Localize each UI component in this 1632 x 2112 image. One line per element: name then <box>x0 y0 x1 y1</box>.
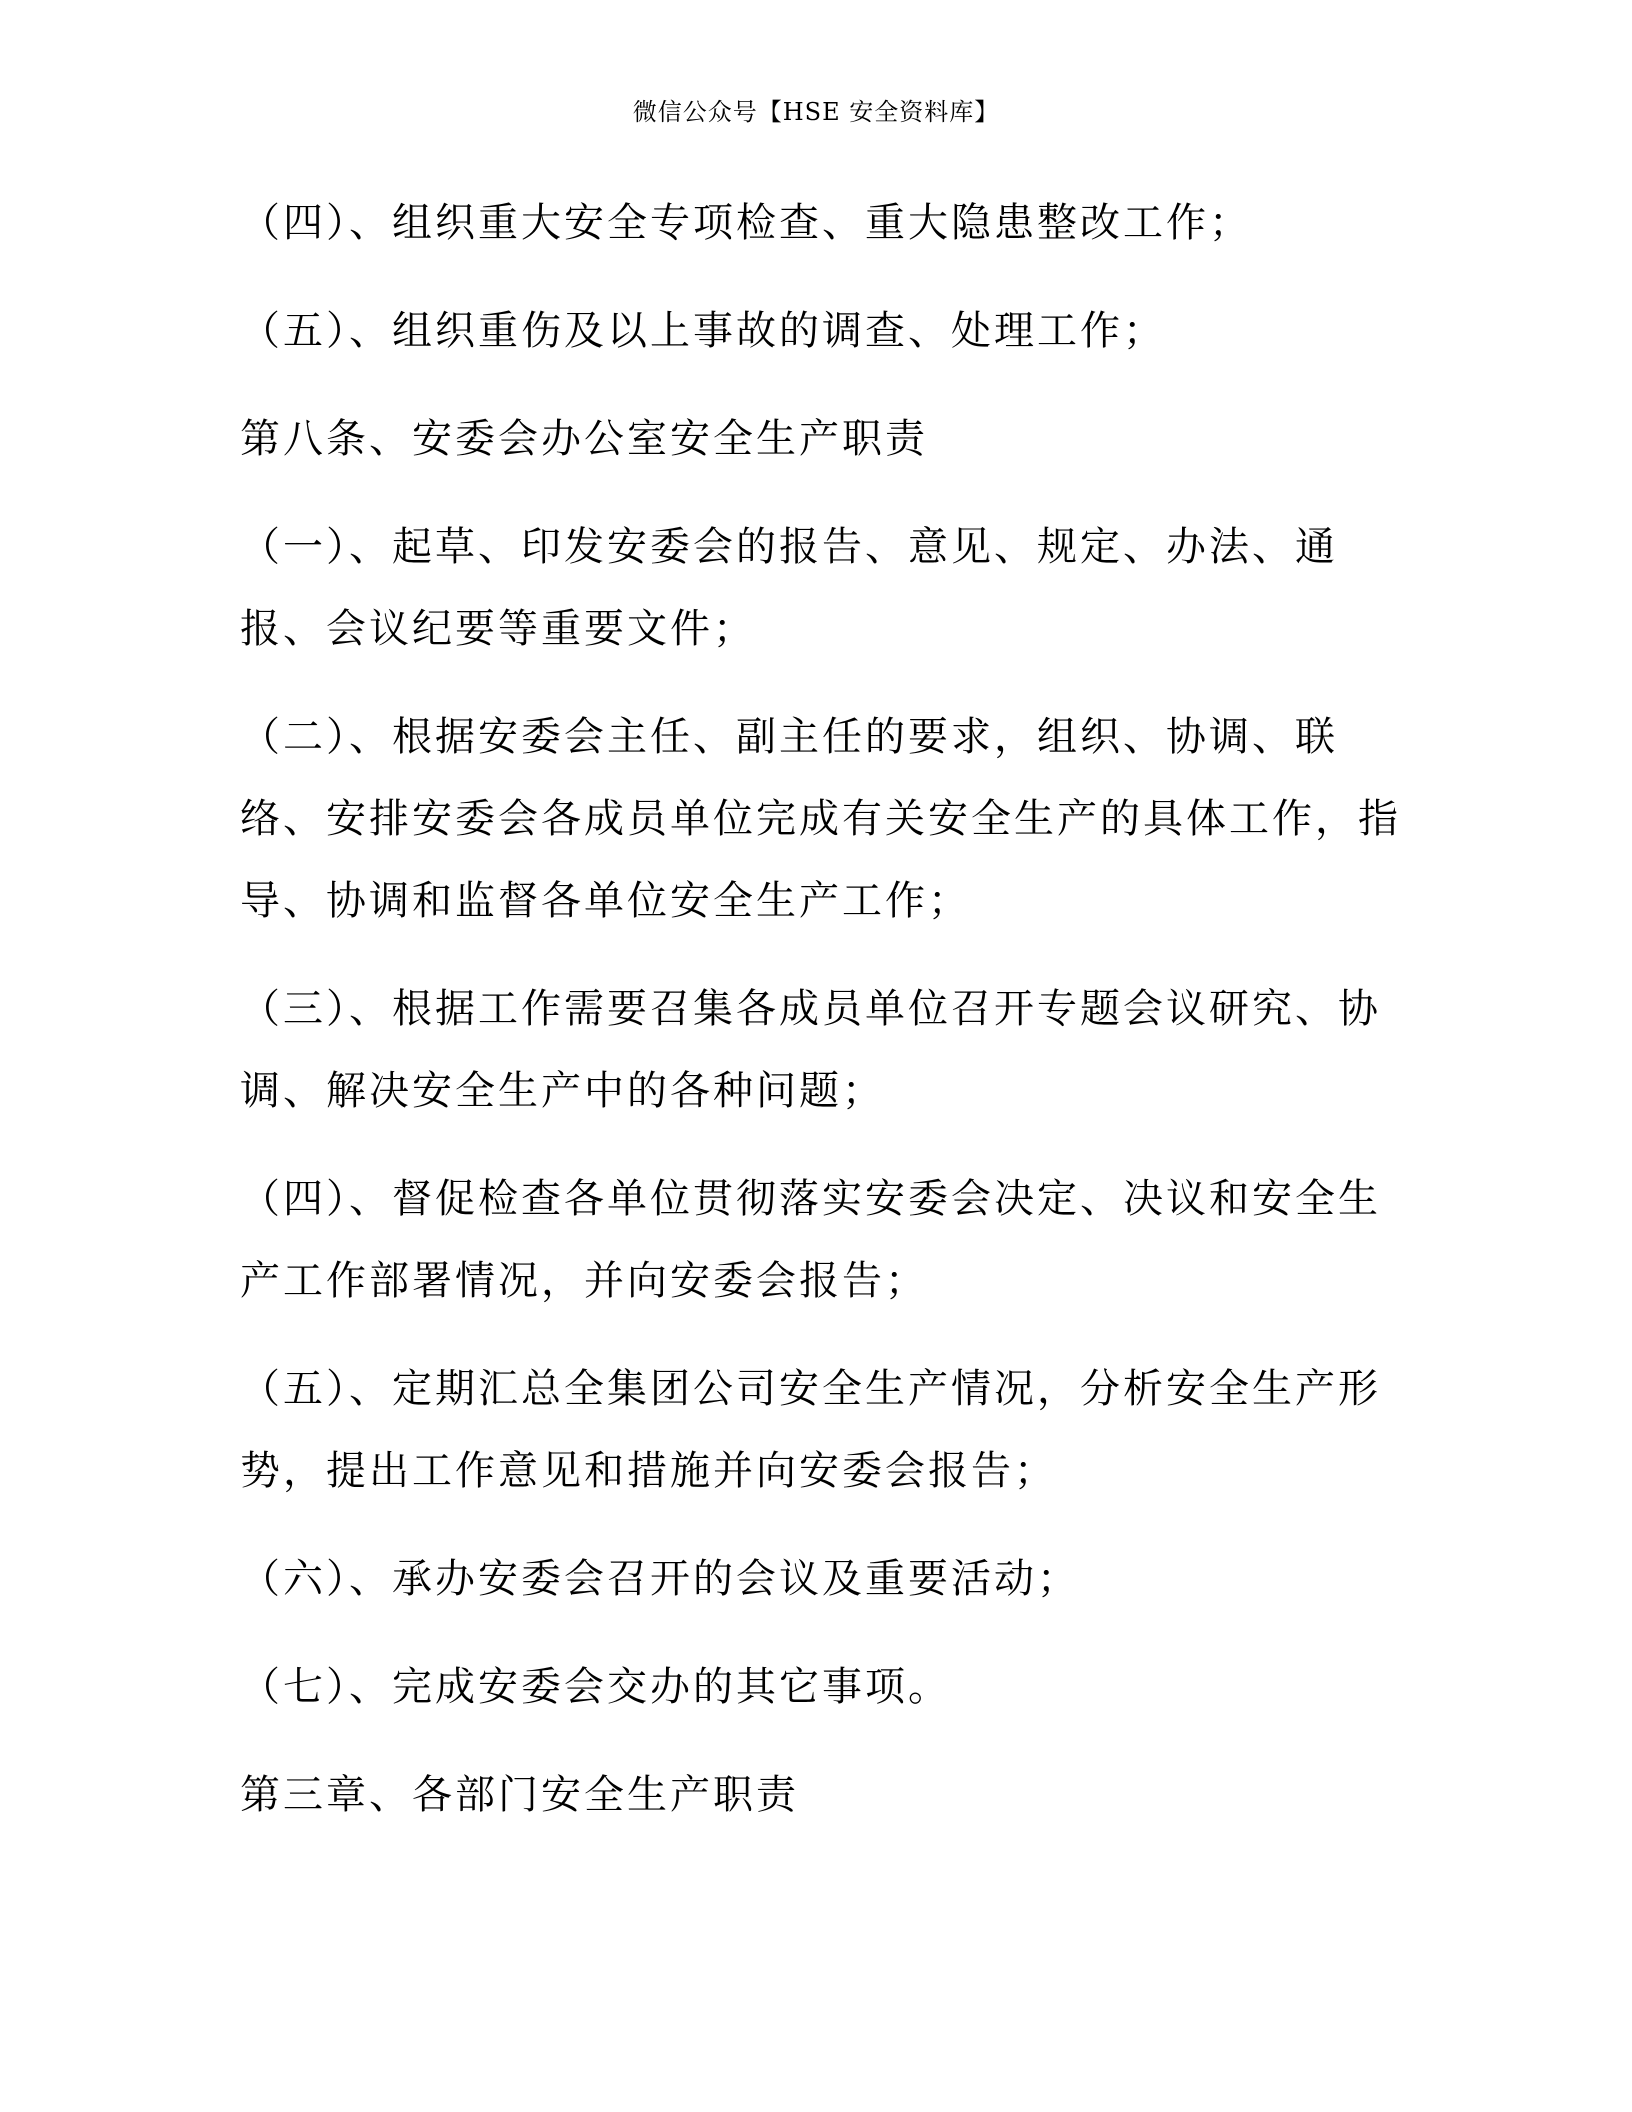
paragraph-item-6-events <box>240 1538 1390 1620</box>
text-line: （四）、组织重大安全专项检查、重大隐患整改工作； <box>240 200 1252 246</box>
paragraph-item-4-major-inspection <box>240 182 1390 264</box>
paragraph-item-7-other-matters <box>240 1646 1390 1728</box>
document-body <box>240 182 1401 1862</box>
text-line: （四）、督促检查各单位贯彻落实安委会决定、决议和安全生 <box>240 1176 1381 1222</box>
text-line: （七）、完成安委会交办的其它事项。 <box>240 1664 951 1710</box>
text-line: 报、会议纪要等重要文件； <box>240 606 756 652</box>
text-line: （五）、定期汇总全集团公司安全生产情况，分析安全生产形 <box>240 1366 1381 1412</box>
chapter-heading-chapter-3 <box>240 1754 1390 1836</box>
paragraph-item-4-supervision <box>240 1158 1390 1322</box>
text-line: （六）、承办安委会召开的会议及重要活动； <box>240 1556 1080 1602</box>
text-line: 络、安排安委会各成员单位完成有关安全生产的具体工作，指 <box>240 796 1401 842</box>
text-line: （三）、根据工作需要召集各成员单位召开专题会议研究、协 <box>240 986 1381 1032</box>
text-line: 产工作部署情况，并向安委会报告； <box>240 1258 928 1304</box>
text-line: 调、解决安全生产中的各种问题； <box>240 1068 885 1114</box>
paragraph-item-2-coordination <box>240 696 1401 942</box>
paragraph-item-5-accident-investigation <box>240 290 1390 372</box>
text-line: 导、协调和监督各单位安全生产工作； <box>240 878 971 924</box>
text-line: 第三章、各部门安全生产职责 <box>240 1772 799 1818</box>
section-heading-article-8 <box>240 398 1390 480</box>
paragraph-item-1-drafting <box>240 506 1390 670</box>
text-line: （一）、起草、印发安委会的报告、意见、规定、办法、通 <box>240 524 1338 570</box>
paragraph-item-5-summary <box>240 1348 1390 1512</box>
text-line: 第八条、安委会办公室安全生产职责 <box>240 416 928 462</box>
page-header: 微信公众号【HSE 安全资料库】 <box>632 98 1000 126</box>
text-line: （二）、根据安委会主任、副主任的要求，组织、协调、联 <box>240 714 1338 760</box>
text-line: 势，提出工作意见和措施并向安委会报告； <box>240 1448 1057 1494</box>
text-line: （五）、组织重伤及以上事故的调查、处理工作； <box>240 308 1166 354</box>
paragraph-item-3-meetings <box>240 968 1390 1132</box>
